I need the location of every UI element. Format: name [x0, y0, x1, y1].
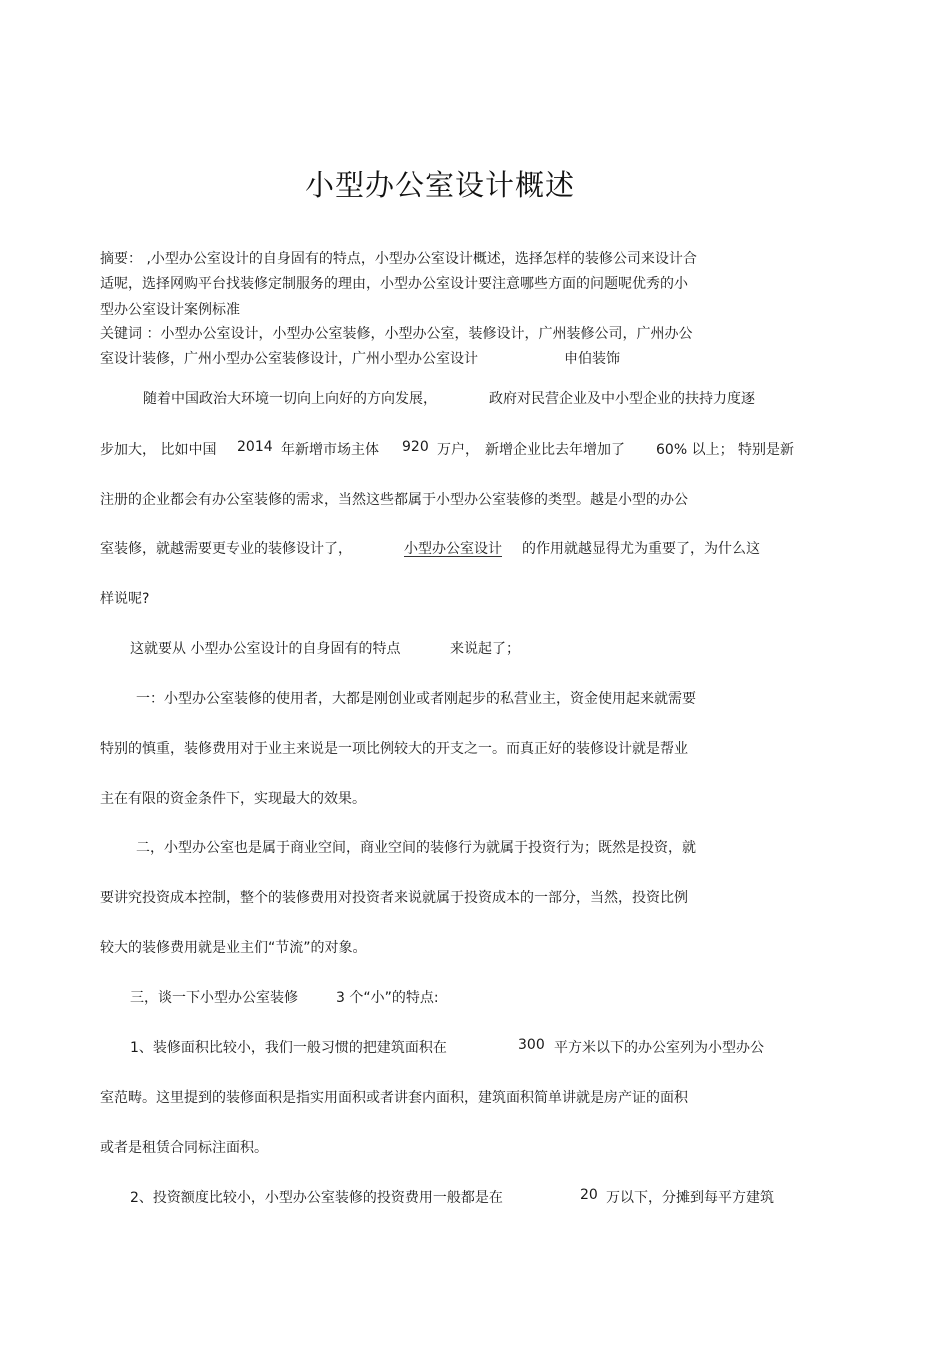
number-value: 300 — [518, 1037, 545, 1053]
text-segment: 步加大， 比如中国 — [100, 442, 217, 458]
text-segment: 1、装修面积比较小，我们一般习惯的把建筑面积在 — [130, 1040, 447, 1056]
paragraph-6-line-1 — [130, 1037, 810, 1057]
paragraph-4-line-2: 要讲究投资成本控制，整个的装修费用对投资者来说就属于投资成本的一部分，当然，投资比例 — [100, 890, 688, 906]
paragraph-4-line-3: 较大的装修费用就是业主们“节流”的对象。 — [100, 940, 367, 956]
paragraph-1-line-5: 样说呢? — [100, 591, 150, 607]
abstract-line-3: 型办公室设计案例标准 — [100, 302, 240, 318]
paragraph-3-line-1: 一：小型办公室装修的使用者，大都是刚创业或者刚起步的私营业主，资金使用起来就需要 — [136, 691, 696, 707]
text-segment: 2、投资额度比较小，小型办公室装修的投资费用一般都是在 — [130, 1190, 503, 1206]
paragraph-1-line-3: 注册的企业都会有办公室装修的需求，当然这些都属于小型办公室装修的类型。越是小型的办公 — [100, 492, 688, 508]
paragraph-2 — [130, 638, 730, 658]
text-segment: 随着中国政治大环境一切向上向好的方向发展， — [143, 391, 437, 407]
paragraph-6-line-2: 室范畴。这里提到的装修面积是指实用面积或者讲套内面积，建筑面积简单讲就是房产证的面积 — [100, 1090, 688, 1106]
paragraph-1-line-4 — [100, 538, 820, 558]
keywords-line-2 — [100, 348, 620, 368]
paragraph-3-line-3: 主在有限的资金条件下，实现最大的效果。 — [100, 791, 366, 807]
paragraph-4-line-1: 二，小型办公室也是属于商业空间，商业空间的装修行为就属于投资行为；既然是投资，就 — [136, 840, 696, 856]
text-segment: 这就要从 小型办公室设计的自身固有的特点 — [130, 641, 401, 657]
text-segment: 平方米以下的办公室列为小型办公 — [554, 1040, 764, 1056]
number-value: 20 — [580, 1187, 598, 1203]
text-segment: 60% 以上； 特别是新 — [656, 442, 795, 458]
text-segment: 三，谈一下小型办公室装修 — [130, 990, 298, 1006]
text-segment: 万以下，分摊到每平方建筑 — [606, 1190, 774, 1206]
text-segment: 新增企业比去年增加了 — [485, 442, 625, 458]
paragraph-7-line-1 — [130, 1187, 810, 1207]
paragraph-3-line-2: 特别的慎重，装修费用对于业主来说是一项比例较大的开支之一。而真正好的装修设计就是帮业 — [100, 741, 688, 757]
text-segment: 室装修，就越需要更专业的装修设计了， — [100, 541, 352, 557]
number-value: 920 — [402, 439, 429, 455]
text-segment: 3 个“小”的特点: — [336, 990, 439, 1006]
paragraph-1-line-2 — [100, 439, 820, 459]
text-segment: 来说起了； — [450, 641, 520, 657]
keywords-line-1: 关键词 ：小型办公室设计，小型办公室装修，小型办公室，装修设计，广州装修公司，广州办公 — [100, 326, 693, 342]
paragraph-6-line-3: 或者是租赁合同标注面积。 — [100, 1140, 268, 1156]
text-segment: 年新增市场主体 — [281, 442, 379, 458]
text-segment: 的作用就越显得尤为重要了，为什么这 — [522, 541, 760, 557]
office-design-link[interactable]: 小型办公室设计 — [404, 541, 502, 557]
text-segment: 政府对民营企业及中小型企业的扶持力度逐 — [489, 391, 755, 407]
paragraph-5 — [130, 987, 630, 1007]
document-title: 小型办公室设计概述 — [304, 168, 575, 202]
abstract-line-2: 适呢，选择网购平台找装修定制服务的理由，小型办公室设计要注意哪些方面的问题呢优秀的小 — [100, 276, 688, 292]
paragraph-1-line-1 — [143, 388, 755, 408]
keyword-company: 申伯装饰 — [564, 351, 620, 367]
abstract-line-1: 摘要： ,小型办公室设计的自身固有的特点，小型办公室设计概述，选择怎样的装修公司来设计合 — [100, 251, 697, 267]
keywords-list: 室设计装修，广州小型办公室装修设计，广州小型办公室设计 — [100, 351, 478, 367]
number-value: 2014 — [237, 439, 273, 455]
text-segment: 万户， — [437, 442, 479, 458]
